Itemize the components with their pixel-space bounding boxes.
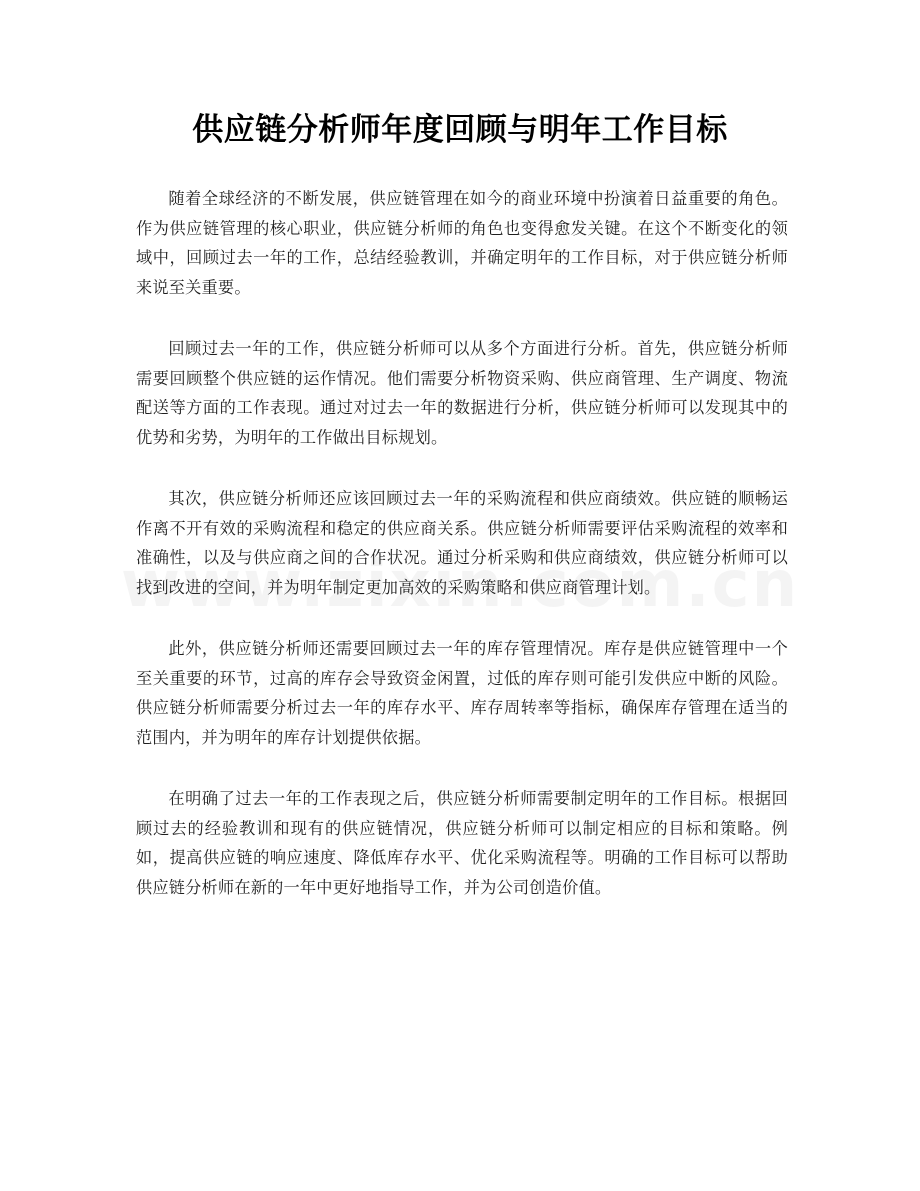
document-title: 供应链分析师年度回顾与明年工作目标 <box>192 112 728 148</box>
document-body <box>136 184 788 934</box>
paragraph-2: 回顾过去一年的工作，供应链分析师可以从多个方面进行分析。首先，供应链分析师需要回顾整个供应链的运作情况。他们需要分析物资采购、供应商管理、生产调度、物流配送等方面的工作表现。通过对过去一年的数据进行分析，供应链分析师可以发现其中的优势和劣势，为明年的工作做出目标规划。 <box>136 339 788 447</box>
paragraph-3: 其次，供应链分析师还应该回顾过去一年的采购流程和供应商绩效。供应链的顺畅运作离不开有效的采购流程和稳定的供应商关系。供应链分析师需要评估采购流程的效率和准确性，以及与供应商之间的合作状况。通过分析采购和供应商绩效，供应链分析师可以找到改进的空间，并为明年制定更加高效的采购策略和供应商管理计划。 <box>136 489 788 597</box>
paragraph-4: 此外，供应链分析师还需要回顾过去一年的库存管理情况。库存是供应链管理中一个至关重要的环节，过高的库存会导致资金闲置，过低的库存则可能引发供应中断的风险。供应链分析师需要分析过去一年的库存水平、库存周转率等指标，确保库存管理在适当的范围内，并为明年的库存计划提供依据。 <box>136 639 788 747</box>
paragraph-1: 随着全球经济的不断发展，供应链管理在如今的商业环境中扮演着日益重要的角色。作为供应链管理的核心职业，供应链分析师的角色也变得愈发关键。在这个不断变化的领域中，回顾过去一年的工作，总结经验教训，并确定明年的工作目标，对于供应链分析师来说至关重要。 <box>136 189 788 297</box>
paragraph-5: 在明确了过去一年的工作表现之后，供应链分析师需要制定明年的工作目标。根据回顾过去的经验教训和现有的供应链情况，供应链分析师可以制定相应的目标和策略。例如，提高供应链的响应速度、降低库存水平、优化采购流程等。明确的工作目标可以帮助供应链分析师在新的一年中更好地指导工作，并为公司创造价值。 <box>136 789 788 897</box>
